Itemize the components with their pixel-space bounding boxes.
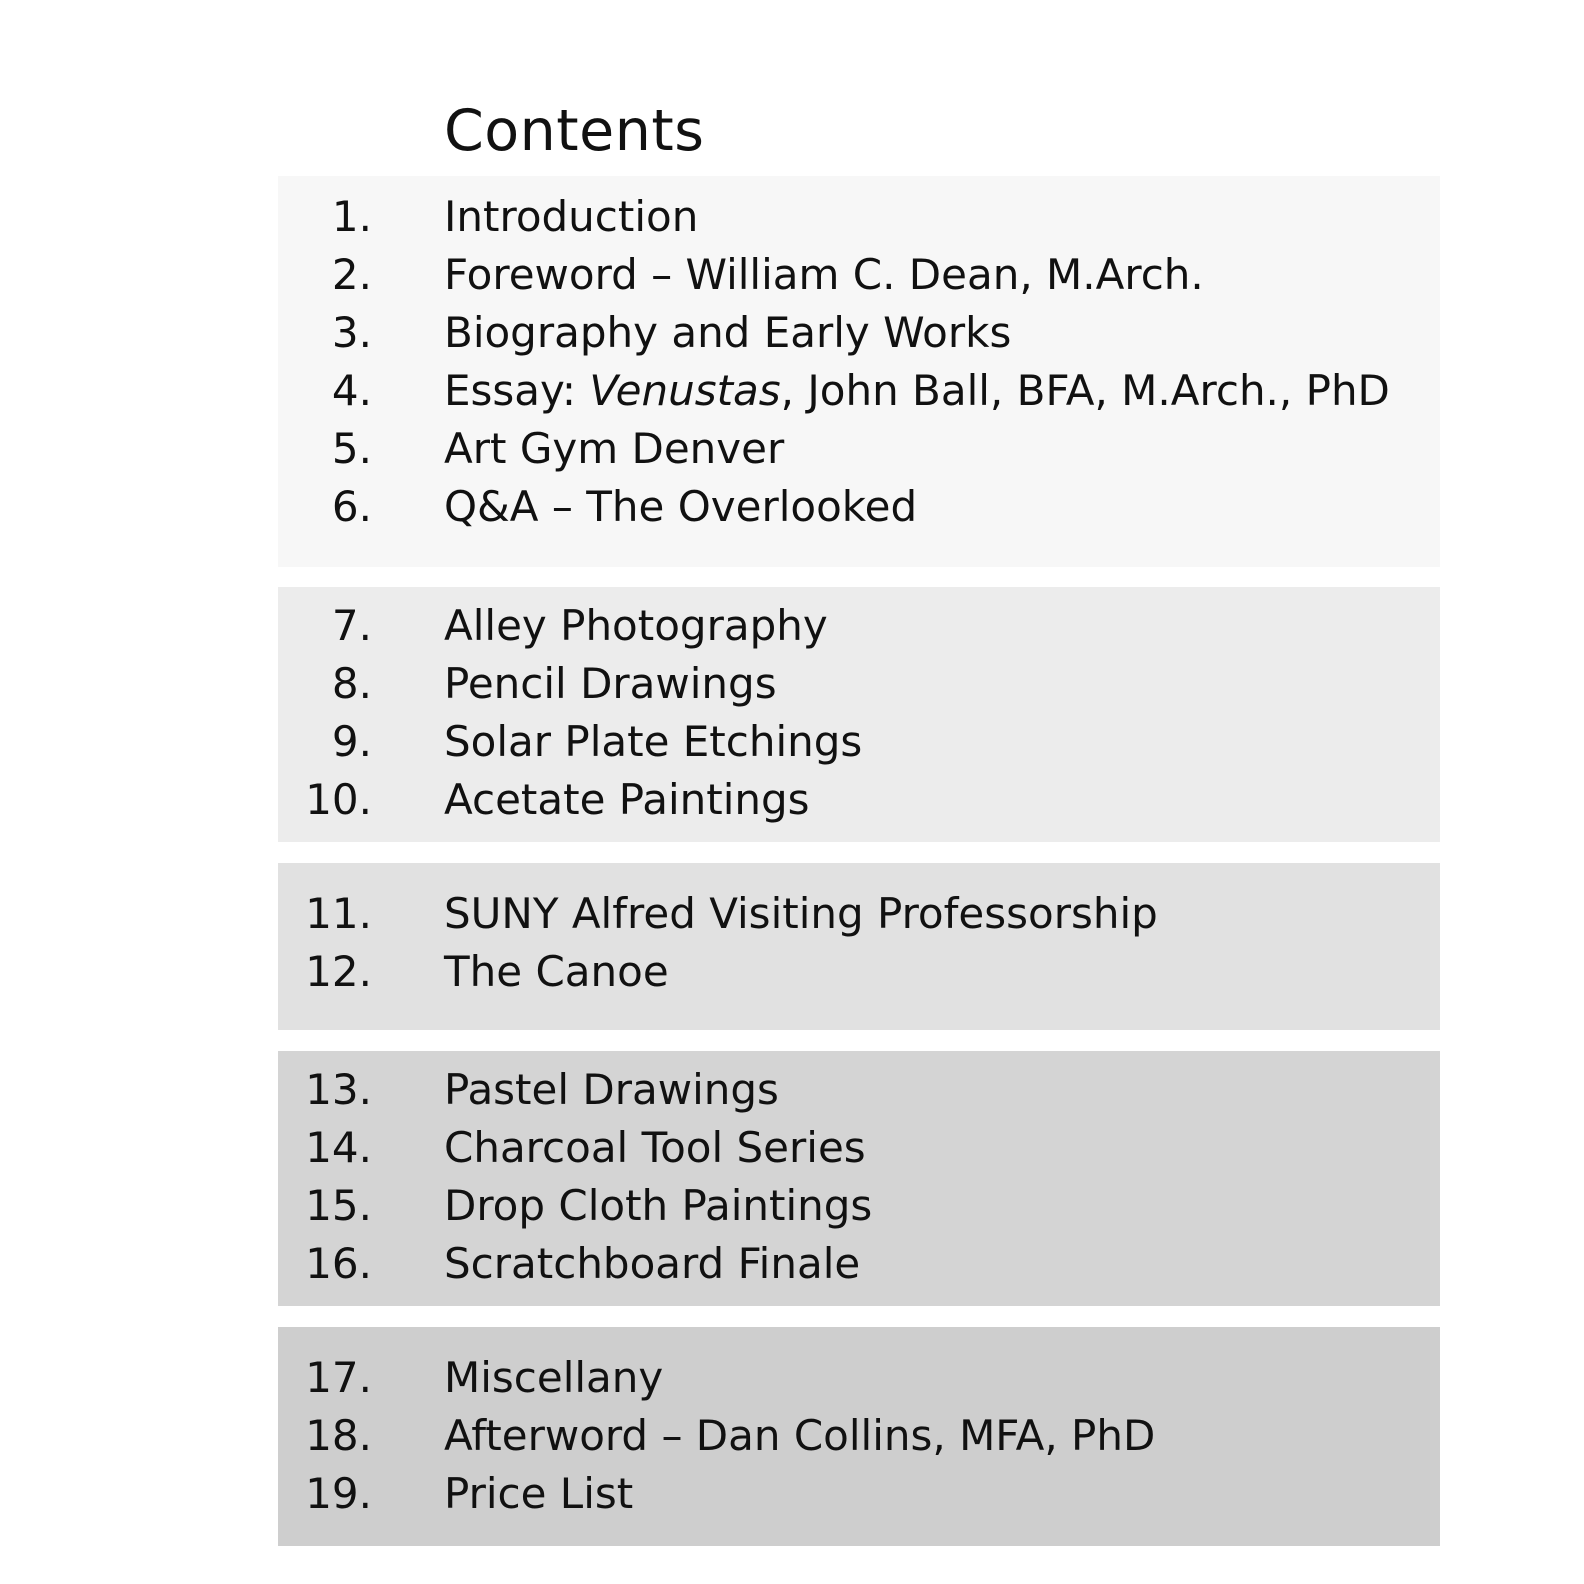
- entry-number: 19.: [305, 1469, 372, 1518]
- entry-title: Pastel Drawings: [444, 1065, 779, 1114]
- entry-number: 4.: [331, 366, 372, 415]
- toc-entry-biography[interactable]: [278, 304, 1440, 362]
- entry-title: Biography and Early Works: [444, 308, 1012, 357]
- entry-title: Drop Cloth Paintings: [444, 1181, 873, 1230]
- entry-number: 5.: [331, 424, 372, 473]
- toc-entry-miscellany[interactable]: [278, 1349, 1440, 1407]
- toc-entry-alley-photography[interactable]: [278, 597, 1440, 655]
- entry-title-italic: Venustas: [589, 366, 781, 415]
- entry-title: Q&A – The Overlooked: [444, 482, 918, 531]
- entry-title: Charcoal Tool Series: [444, 1123, 866, 1172]
- entry-title: Acetate Paintings: [444, 775, 810, 824]
- toc-entry-foreword[interactable]: [278, 246, 1440, 304]
- entry-number: 2.: [331, 250, 372, 299]
- entry-number: 17.: [305, 1353, 372, 1402]
- entry-number: 8.: [331, 659, 372, 708]
- contents-group-5: [278, 1327, 1440, 1546]
- page-title: Contents: [444, 98, 705, 164]
- entry-number: 3.: [331, 308, 372, 357]
- entry-number: 13.: [305, 1065, 372, 1114]
- entry-number: 6.: [331, 482, 372, 531]
- entry-number: 9.: [331, 717, 372, 766]
- toc-entry-price-list[interactable]: [278, 1465, 1440, 1523]
- toc-entry-afterword[interactable]: [278, 1407, 1440, 1465]
- entry-number: 11.: [305, 889, 372, 938]
- entry-title: Solar Plate Etchings: [444, 717, 863, 766]
- toc-entry-pastel-drawings[interactable]: [278, 1061, 1440, 1119]
- entry-title: [444, 362, 1390, 420]
- contents-group-2: [278, 587, 1440, 842]
- entry-title: Alley Photography: [444, 601, 828, 650]
- toc-entry-qa[interactable]: [278, 478, 1440, 536]
- toc-entry-introduction[interactable]: [278, 188, 1440, 246]
- toc-entry-essay[interactable]: [278, 362, 1440, 420]
- toc-entry-the-canoe[interactable]: [278, 943, 1440, 1001]
- contents-group-4: [278, 1051, 1440, 1306]
- entry-number: 14.: [305, 1123, 372, 1172]
- toc-entry-scratchboard-finale[interactable]: [278, 1235, 1440, 1293]
- contents-group-3: [278, 863, 1440, 1030]
- toc-entry-art-gym-denver[interactable]: [278, 420, 1440, 478]
- entry-title: Afterword – Dan Collins, MFA, PhD: [444, 1411, 1156, 1460]
- entry-number: 1.: [331, 192, 372, 241]
- entry-title: Pencil Drawings: [444, 659, 777, 708]
- entry-number: 15.: [305, 1181, 372, 1230]
- entry-number: 18.: [305, 1411, 372, 1460]
- entry-title: Price List: [444, 1469, 634, 1518]
- entry-number: 16.: [305, 1239, 372, 1288]
- entry-number: 12.: [305, 947, 372, 996]
- entry-title: The Canoe: [444, 947, 669, 996]
- toc-entry-charcoal-tool-series[interactable]: [278, 1119, 1440, 1177]
- toc-entry-acetate-paintings[interactable]: [278, 771, 1440, 829]
- entry-title-suffix: , John Ball, BFA, M.Arch., PhD: [780, 366, 1390, 415]
- entry-title: Art Gym Denver: [444, 424, 785, 473]
- entry-title: Scratchboard Finale: [444, 1239, 861, 1288]
- toc-entry-solar-plate-etchings[interactable]: [278, 713, 1440, 771]
- entry-number: 10.: [305, 775, 372, 824]
- toc-entry-pencil-drawings[interactable]: [278, 655, 1440, 713]
- entry-title: Introduction: [444, 192, 699, 241]
- entry-title: Miscellany: [444, 1353, 664, 1402]
- entry-title: SUNY Alfred Visiting Professorship: [444, 889, 1158, 938]
- toc-entry-drop-cloth-paintings[interactable]: [278, 1177, 1440, 1235]
- contents-group-1: [278, 176, 1440, 567]
- entry-title-prefix: Essay:: [444, 366, 590, 415]
- toc-entry-suny-alfred[interactable]: [278, 885, 1440, 943]
- entry-title: Foreword – William C. Dean, M.Arch.: [444, 250, 1204, 299]
- entry-number: 7.: [331, 601, 372, 650]
